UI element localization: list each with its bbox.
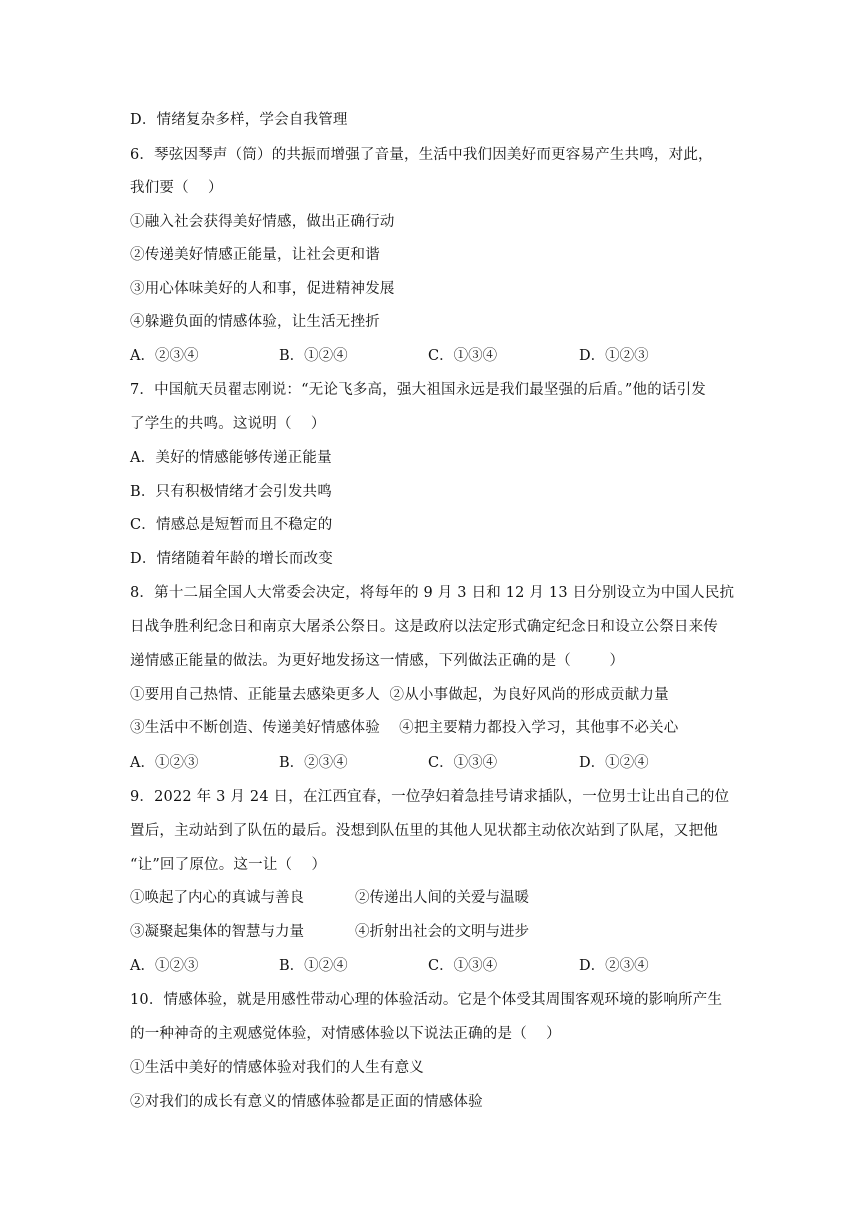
q6-stem-line-1: 6．琴弦因琴声（筒）的共振而增强了音量，生活中我们因美好而更容易产生共鸣，对此， bbox=[130, 147, 713, 163]
q9-statement-2: ②传递出人间的关爱与温暖 bbox=[355, 890, 529, 906]
q8-statements-1-2: ①要用自己热情、正能量去感染更多人 ②从小事做起，为良好风尚的形成贡献力量 bbox=[130, 687, 669, 703]
q9-statement-4: ④折射出社会的文明与进步 bbox=[355, 924, 529, 940]
q9-stem-line-3: “让”回了原位。这一让（ ） bbox=[130, 857, 327, 873]
q6-option-d: D．①②③ bbox=[579, 348, 649, 364]
q6-option-a: A．②③④ bbox=[130, 348, 199, 364]
q7-stem-line-2: 了学生的共鸣。这说明（ ） bbox=[130, 416, 326, 432]
q8-option-d: D．①②④ bbox=[579, 755, 649, 771]
q10-statement-2: ②对我们的成长有意义的情感体验都是正面的情感体验 bbox=[130, 1094, 483, 1110]
q6-statement-2: ②传递美好情感正能量，让社会更和谐 bbox=[130, 247, 380, 263]
q9-option-c: C．①③④ bbox=[428, 958, 498, 974]
q6-option-c: C．①③④ bbox=[428, 348, 498, 364]
q8-option-c: C．①③④ bbox=[428, 755, 498, 771]
q7-option-a: A．美好的情感能够传递正能量 bbox=[130, 450, 332, 466]
q8-option-a: A．①②③ bbox=[130, 755, 199, 771]
q7-stem-line-1: 7．中国航天员翟志刚说：“无论飞多高，强大祖国永远是我们最坚强的后盾。”他的话引发 bbox=[130, 382, 706, 398]
q8-option-b: B．②③④ bbox=[279, 755, 348, 771]
q7-option-b: B．只有积极情绪才会引发共鸣 bbox=[130, 484, 332, 500]
q6-statement-4: ④躲避负面的情感体验，让生活无挫折 bbox=[130, 314, 380, 330]
q8-statements-3-4: ③生活中不断创造、传递美好情感体验 ④把主要精力都投入学习，其他事不必关心 bbox=[130, 720, 679, 736]
q8-stem-line-3: 递情感正能量的做法。为更好地发扬这一情感，下列做法正确的是（ ） bbox=[130, 653, 625, 669]
q6-stem-line-2: 我们要（ ） bbox=[130, 180, 223, 196]
q6-statement-1: ①融入社会获得美好情感，做出正确行动 bbox=[130, 214, 395, 230]
q9-stem-line-2: 置后，主动站到了队伍的最后。没想到队伍里的其他人见状都主动依次站到了队尾，又把他 bbox=[130, 823, 718, 839]
q9-stem-line-1: 9．2022 年 3 月 24 日，在江西宜春，一位孕妇着急挂号请求插队，一位男士让出自己的位 bbox=[130, 789, 730, 805]
q9-statement-3: ③凝聚起集体的智慧与力量 bbox=[130, 924, 304, 940]
q9-option-d: D．②③④ bbox=[579, 958, 649, 974]
q7-option-c: C．情感总是短暂而且不稳定的 bbox=[130, 517, 333, 533]
q6-statement-3: ③用心体味美好的人和事，促进精神发展 bbox=[130, 281, 395, 297]
q9-option-b: B．①②④ bbox=[279, 958, 348, 974]
q9-option-a: A．①②③ bbox=[130, 958, 199, 974]
q9-statement-1: ①唤起了内心的真诚与善良 bbox=[130, 890, 304, 906]
q5-option-d: D．情绪复杂多样，学会自我管理 bbox=[130, 112, 348, 128]
q8-stem-line-1: 8．第十二届全国人大常委会决定，将每年的 9 月 3 日和 12 月 13 日分别设立为中国人民抗 bbox=[130, 585, 735, 601]
q10-stem-line-2: 的一种神奇的主观感觉体验，对情感体验以下说法正确的是（ ） bbox=[130, 1026, 561, 1042]
q7-option-d: D．情绪随着年龄的增长而改变 bbox=[130, 551, 333, 567]
q10-stem-line-1: 10．情感体验，就是用感性带动心理的体验活动。它是个体受其周围客观环境的影响所产生 bbox=[130, 992, 723, 1008]
q10-statement-1: ①生活中美好的情感体验对我们的人生有意义 bbox=[130, 1060, 424, 1076]
q6-option-b: B．①②④ bbox=[279, 348, 348, 364]
q8-stem-line-2: 日战争胜利纪念日和南京大屠杀公祭日。这是政府以法定形式确定纪念日和设立公祭日来传 bbox=[130, 619, 718, 635]
